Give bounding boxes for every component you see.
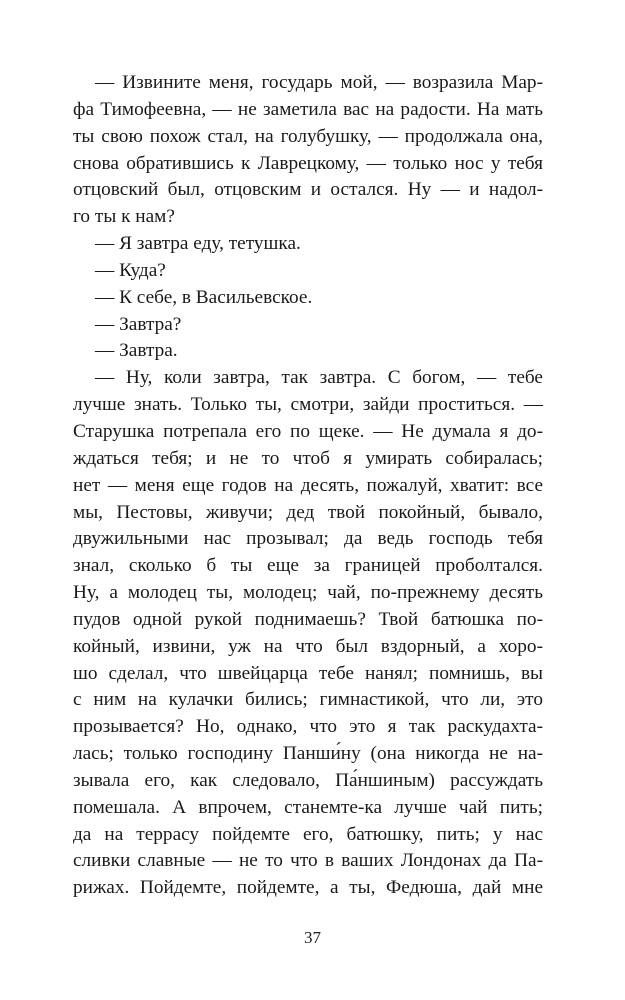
text-line: — Я завтра еду, тетушка. xyxy=(95,233,301,255)
text-line: лучше знать. Только ты, смотри, зайди проститься. — xyxy=(73,394,543,416)
text-line: пудов одной рукой поднимаешь? Твой батюшка по- xyxy=(73,608,543,630)
text-line: снова обратившись к Лаврецкому, — только нос у тебя xyxy=(73,152,543,174)
text-line: прозывается? Но, однако, что это я так раскудахта- xyxy=(73,716,543,738)
text-line: — Завтра. xyxy=(95,340,178,362)
text-line: ты свою похож стал, на голубушку, — продолжала она, xyxy=(73,125,543,147)
text-line: зывала его, как следовало, Па́ншиным) рассуждать xyxy=(73,769,543,791)
text-line: рижах. Пойдемте, пойдемте, а ты, Федюша, дай мне xyxy=(73,877,543,899)
text-line: двужильными нас прозывал; да ведь господь тебя xyxy=(73,528,543,550)
text-line: — Завтра? xyxy=(95,313,182,335)
text-line: — К себе, в Васильевское. xyxy=(95,286,313,308)
text-line: мы, Пестовы, живучи; дед твой покойный, бывало, xyxy=(73,501,543,523)
text-line: да на террасу пойдемте его, батюшку, пить; у нас xyxy=(73,823,543,845)
text-line: — Куда? xyxy=(95,259,166,281)
text-line: — Ну, коли завтра, так завтра. С богом, — тебе xyxy=(95,367,543,389)
text-line: помешала. А впрочем, станемте-ка лучше чай пить; xyxy=(73,796,543,818)
text-line: отцовский был, отцовским и остался. Ну — и надол- xyxy=(73,179,543,201)
text-line: Старушка потрепала его по щеке. — Не думала я до- xyxy=(73,420,543,442)
text-line: знал, сколько б ты еще за границей проболтался. xyxy=(73,555,543,577)
text-line: Ну, а молодец ты, молодец; чай, по-прежнему десять xyxy=(73,582,543,604)
text-line: го ты к нам? xyxy=(73,206,175,228)
body-text xyxy=(73,70,543,902)
text-line: ждаться тебя; и не то чтоб я умирать собиралась; xyxy=(73,447,543,469)
text-line: лась; только господину Панши́ну (она никогда не на- xyxy=(73,743,543,765)
text-line: фа Тимофеевна, — не заметила вас на радости. На мать xyxy=(73,98,543,120)
text-line: с ним на кулачки бились; гимнастикой, что ли, это xyxy=(73,689,543,711)
text-line: — Извините меня, государь мой, — возразила Мар- xyxy=(95,72,543,93)
text-line: койный, извини, уж на что был вздорный, а хоро- xyxy=(73,635,543,657)
page-number: 37 xyxy=(304,928,321,947)
text-line: нет — меня еще годов на десять, пожалуй, хватит: все xyxy=(73,474,543,496)
text-line: шо сделал, что швейцарца тебе нанял; помнишь, вы xyxy=(73,662,543,684)
text-line: сливки славные — не то что в ваших Лондонах да Па- xyxy=(73,850,543,872)
